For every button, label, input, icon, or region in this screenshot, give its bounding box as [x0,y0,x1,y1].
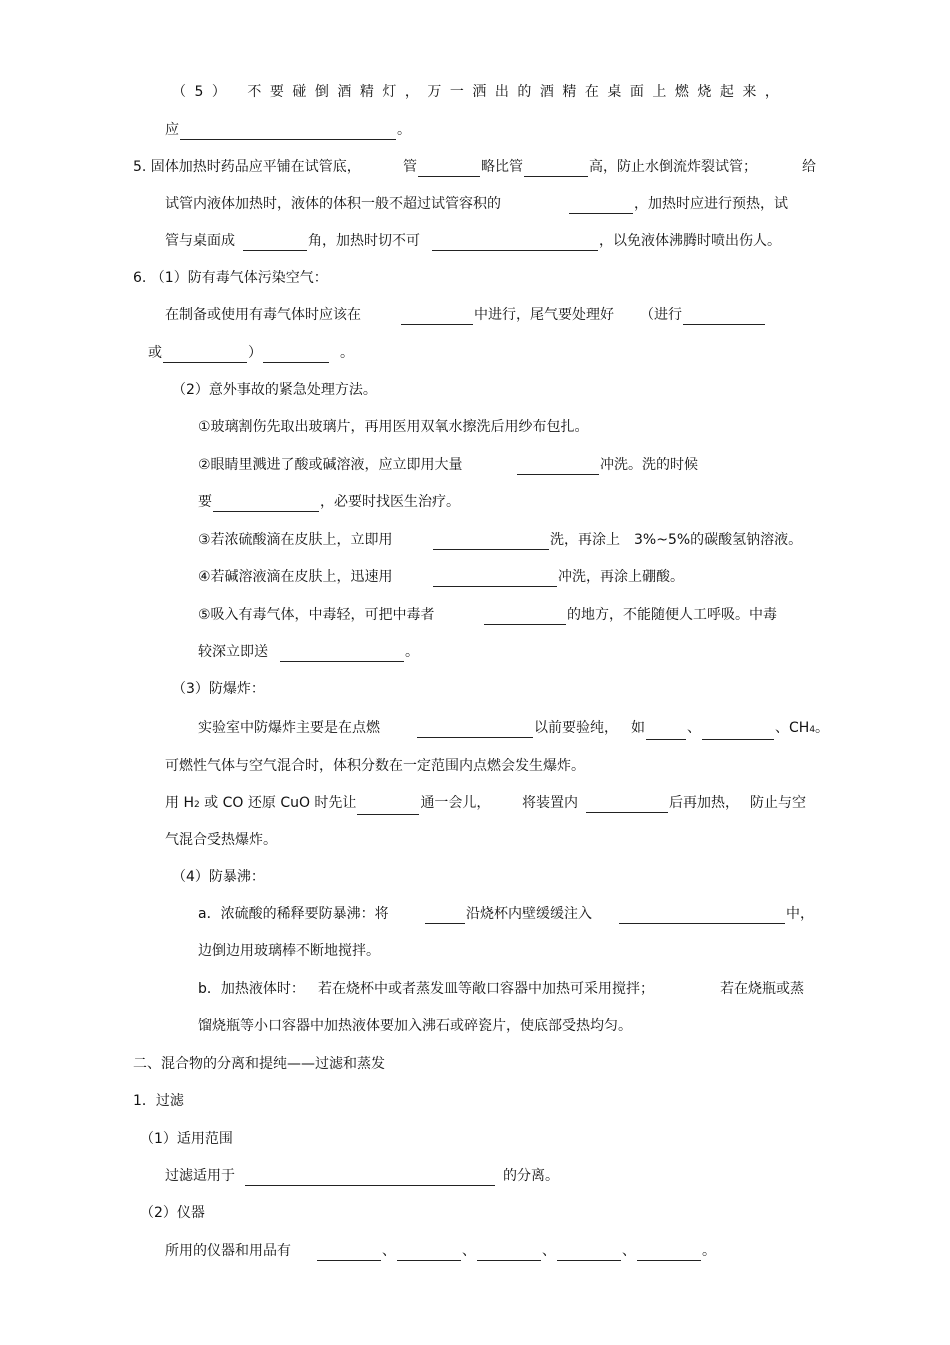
answer-blank[interactable] [417,722,533,738]
text: 如 [631,720,645,736]
text: 沿烧杯内壁缓缓注入 [466,906,592,922]
answer-blank[interactable] [401,309,473,325]
text-line [133,157,361,177]
text: 3%~5%的碳酸氢钠溶液。 [634,532,803,548]
answer-blank[interactable] [433,571,557,587]
text: 略比管 [481,159,523,175]
text-line: ①玻璃割伤先取出玻璃片，再用医用双氧水擦洗后用纱布包扎。 [198,419,589,435]
answer-blank[interactable] [163,347,247,363]
text-line [318,979,654,999]
answer-blank[interactable] [245,1170,495,1186]
subscript: 4 [809,725,816,735]
text: 的分离。 [503,1168,559,1184]
subscript: 2 [193,800,200,810]
text: 、CH [775,720,810,736]
answer-blank[interactable] [432,235,598,251]
text: 过滤适用于 [165,1168,235,1184]
text: b．加热液体时： [198,981,305,997]
text: 、 [622,1243,636,1259]
text-line [165,120,411,140]
text: 所用的仪器和用品有 [165,1243,291,1259]
answer-blank[interactable] [517,459,599,475]
text: 冲洗，再涂上硼酸。 [558,569,684,585]
text-line: 可燃性气体与空气混合时，体积分数在一定范围内点燃会发生爆炸。 [165,758,585,774]
text-line [750,793,806,813]
text: 或 [148,345,162,361]
text-line [634,530,802,550]
text: 。 [397,122,411,138]
text: 高，防止水倒流炸裂试管； [589,159,757,175]
text: 冲洗。洗的时候 [600,457,698,473]
text-line: （2）仪器 [140,1205,205,1221]
text-line [802,157,816,177]
answer-blank[interactable] [243,235,307,251]
text-line [198,492,460,512]
text-line [198,904,389,924]
text: 中进行，尾气要处理好 [474,307,614,323]
text-line [316,1241,716,1261]
answer-blank[interactable] [433,534,549,550]
text-line [522,793,739,813]
text: 或 CO 还原 CuO 时先让 [199,795,357,811]
answer-blank[interactable] [683,309,765,325]
text-line [165,1241,291,1261]
text: 要 [198,494,212,510]
text: ②眼睛里溅进了酸或碱溶液，应立即用大量 [198,457,463,473]
text-line [198,567,393,587]
text-line [416,718,618,738]
text-line [198,642,419,662]
text: 、 [542,1243,556,1259]
text: 在制备或使用有毒气体时应该在 [165,307,361,323]
text: 、 [382,1243,396,1259]
text: 给 [802,159,816,175]
text-line [198,979,305,999]
text-line [165,1166,559,1186]
text-line: （5） 不要碰倒酒精灯，万一洒出的酒精在桌面上燃烧起来， [172,84,788,100]
text: 洗，再涂上 [550,532,620,548]
text: ④若碱溶液滴在皮肤上，迅速用 [198,569,393,585]
text-line [432,567,684,587]
answer-blank[interactable] [619,908,785,924]
answer-blank[interactable] [524,161,588,177]
text: （进行 [640,307,682,323]
text-line: （3）防爆炸： [172,681,265,697]
answer-blank[interactable] [586,797,668,813]
text: ，以免液体沸腾时喷出伤人。 [599,233,781,249]
text-line [403,157,757,177]
text: 。 [815,720,830,736]
answer-blank[interactable] [425,908,465,924]
text-line: （2）意外事故的紧急处理方法。 [172,382,377,398]
text-line: （4）防暴沸： [172,869,265,885]
text-line: 气混合受热爆炸。 [165,832,277,848]
text: 防止与空 [750,795,806,811]
text-line: 6. （1）防有毒气体污染空气： [133,270,328,286]
answer-blank[interactable] [357,799,419,815]
answer-blank[interactable] [702,724,774,740]
text-line [165,194,501,214]
text: 后再加热， [669,795,739,811]
text: 、 [687,720,701,736]
text-line [483,605,777,625]
answer-blank[interactable] [418,161,480,177]
text: ⑤吸入有毒气体，中毒轻，可把中毒者 [198,607,435,623]
text-line [720,979,804,999]
text: ，必要时找医生治疗。 [320,494,460,510]
text: ） [248,345,262,361]
text-line [631,718,829,738]
text: 试管内液体加热时，液体的体积一般不超过试管容积的 [165,196,501,212]
text: 管与桌面成 [165,233,235,249]
text: 、 [462,1243,476,1259]
text-line: 边倒边用玻璃棒不断地搅拌。 [198,943,380,959]
answer-blank[interactable] [477,1245,541,1261]
text: 。 [340,345,354,361]
text-line [400,305,614,325]
text: 管 [403,159,417,175]
text-line [198,455,463,475]
text-line [516,455,698,475]
text: a．浓硫酸的稀释要防暴沸：将 [198,906,389,922]
text: 以前要验纯， [534,720,618,736]
text-line [618,904,814,924]
answer-blank[interactable] [484,609,566,625]
text-line [198,605,435,625]
text: 若在烧杯中或者蒸发皿等敞口容器中加热可采用搅拌； [318,981,654,997]
text: 中， [786,906,814,922]
answer-blank[interactable] [397,1245,461,1261]
text: 应 [165,122,179,138]
text-line [640,305,766,325]
text-line [165,231,781,251]
text-line [165,793,490,813]
text-line [165,305,361,325]
answer-blank[interactable] [557,1245,621,1261]
subsection-heading: 1．过滤 [133,1093,184,1109]
text-line [198,530,393,550]
text: ，加热时应进行预热，试 [634,196,788,212]
answer-blank[interactable] [646,724,686,740]
text: 用 H [165,795,194,811]
text: ③若浓硫酸滴在皮肤上，立即用 [198,532,393,548]
text-line: 馏烧瓶等小口容器中加热液体要加入沸石或碎瓷片，使底部受热均匀。 [198,1018,632,1034]
text: 通一会儿， [420,795,491,811]
answer-blank[interactable] [569,198,633,214]
text-line [568,194,788,214]
answer-blank[interactable] [637,1245,701,1261]
text-line: （1）适用范围 [140,1131,233,1147]
text: 角，加热时切不可 [308,233,420,249]
answer-blank[interactable] [263,347,329,363]
answer-blank[interactable] [180,124,396,140]
section-heading: 二、混合物的分离和提纯——过滤和蒸发 [133,1056,385,1072]
text: 实验室中防爆炸主要是在点燃 [198,720,380,736]
text: 。 [405,644,419,660]
text-line [148,343,354,363]
answer-blank[interactable] [213,496,319,512]
text-line [198,718,380,738]
text: 的地方，不能随便人工呼吸。中毒 [567,607,777,623]
text: 5. 固体加热时药品应平铺在试管底， [133,159,361,175]
text: 若在烧瓶或蒸 [720,981,804,997]
text: 较深立即送 [198,644,268,660]
answer-blank[interactable] [280,646,404,662]
text-line [424,904,592,924]
answer-blank[interactable] [317,1245,381,1261]
text-line [432,530,620,550]
text: 将装置内 [522,795,578,811]
text: 。 [702,1243,716,1259]
